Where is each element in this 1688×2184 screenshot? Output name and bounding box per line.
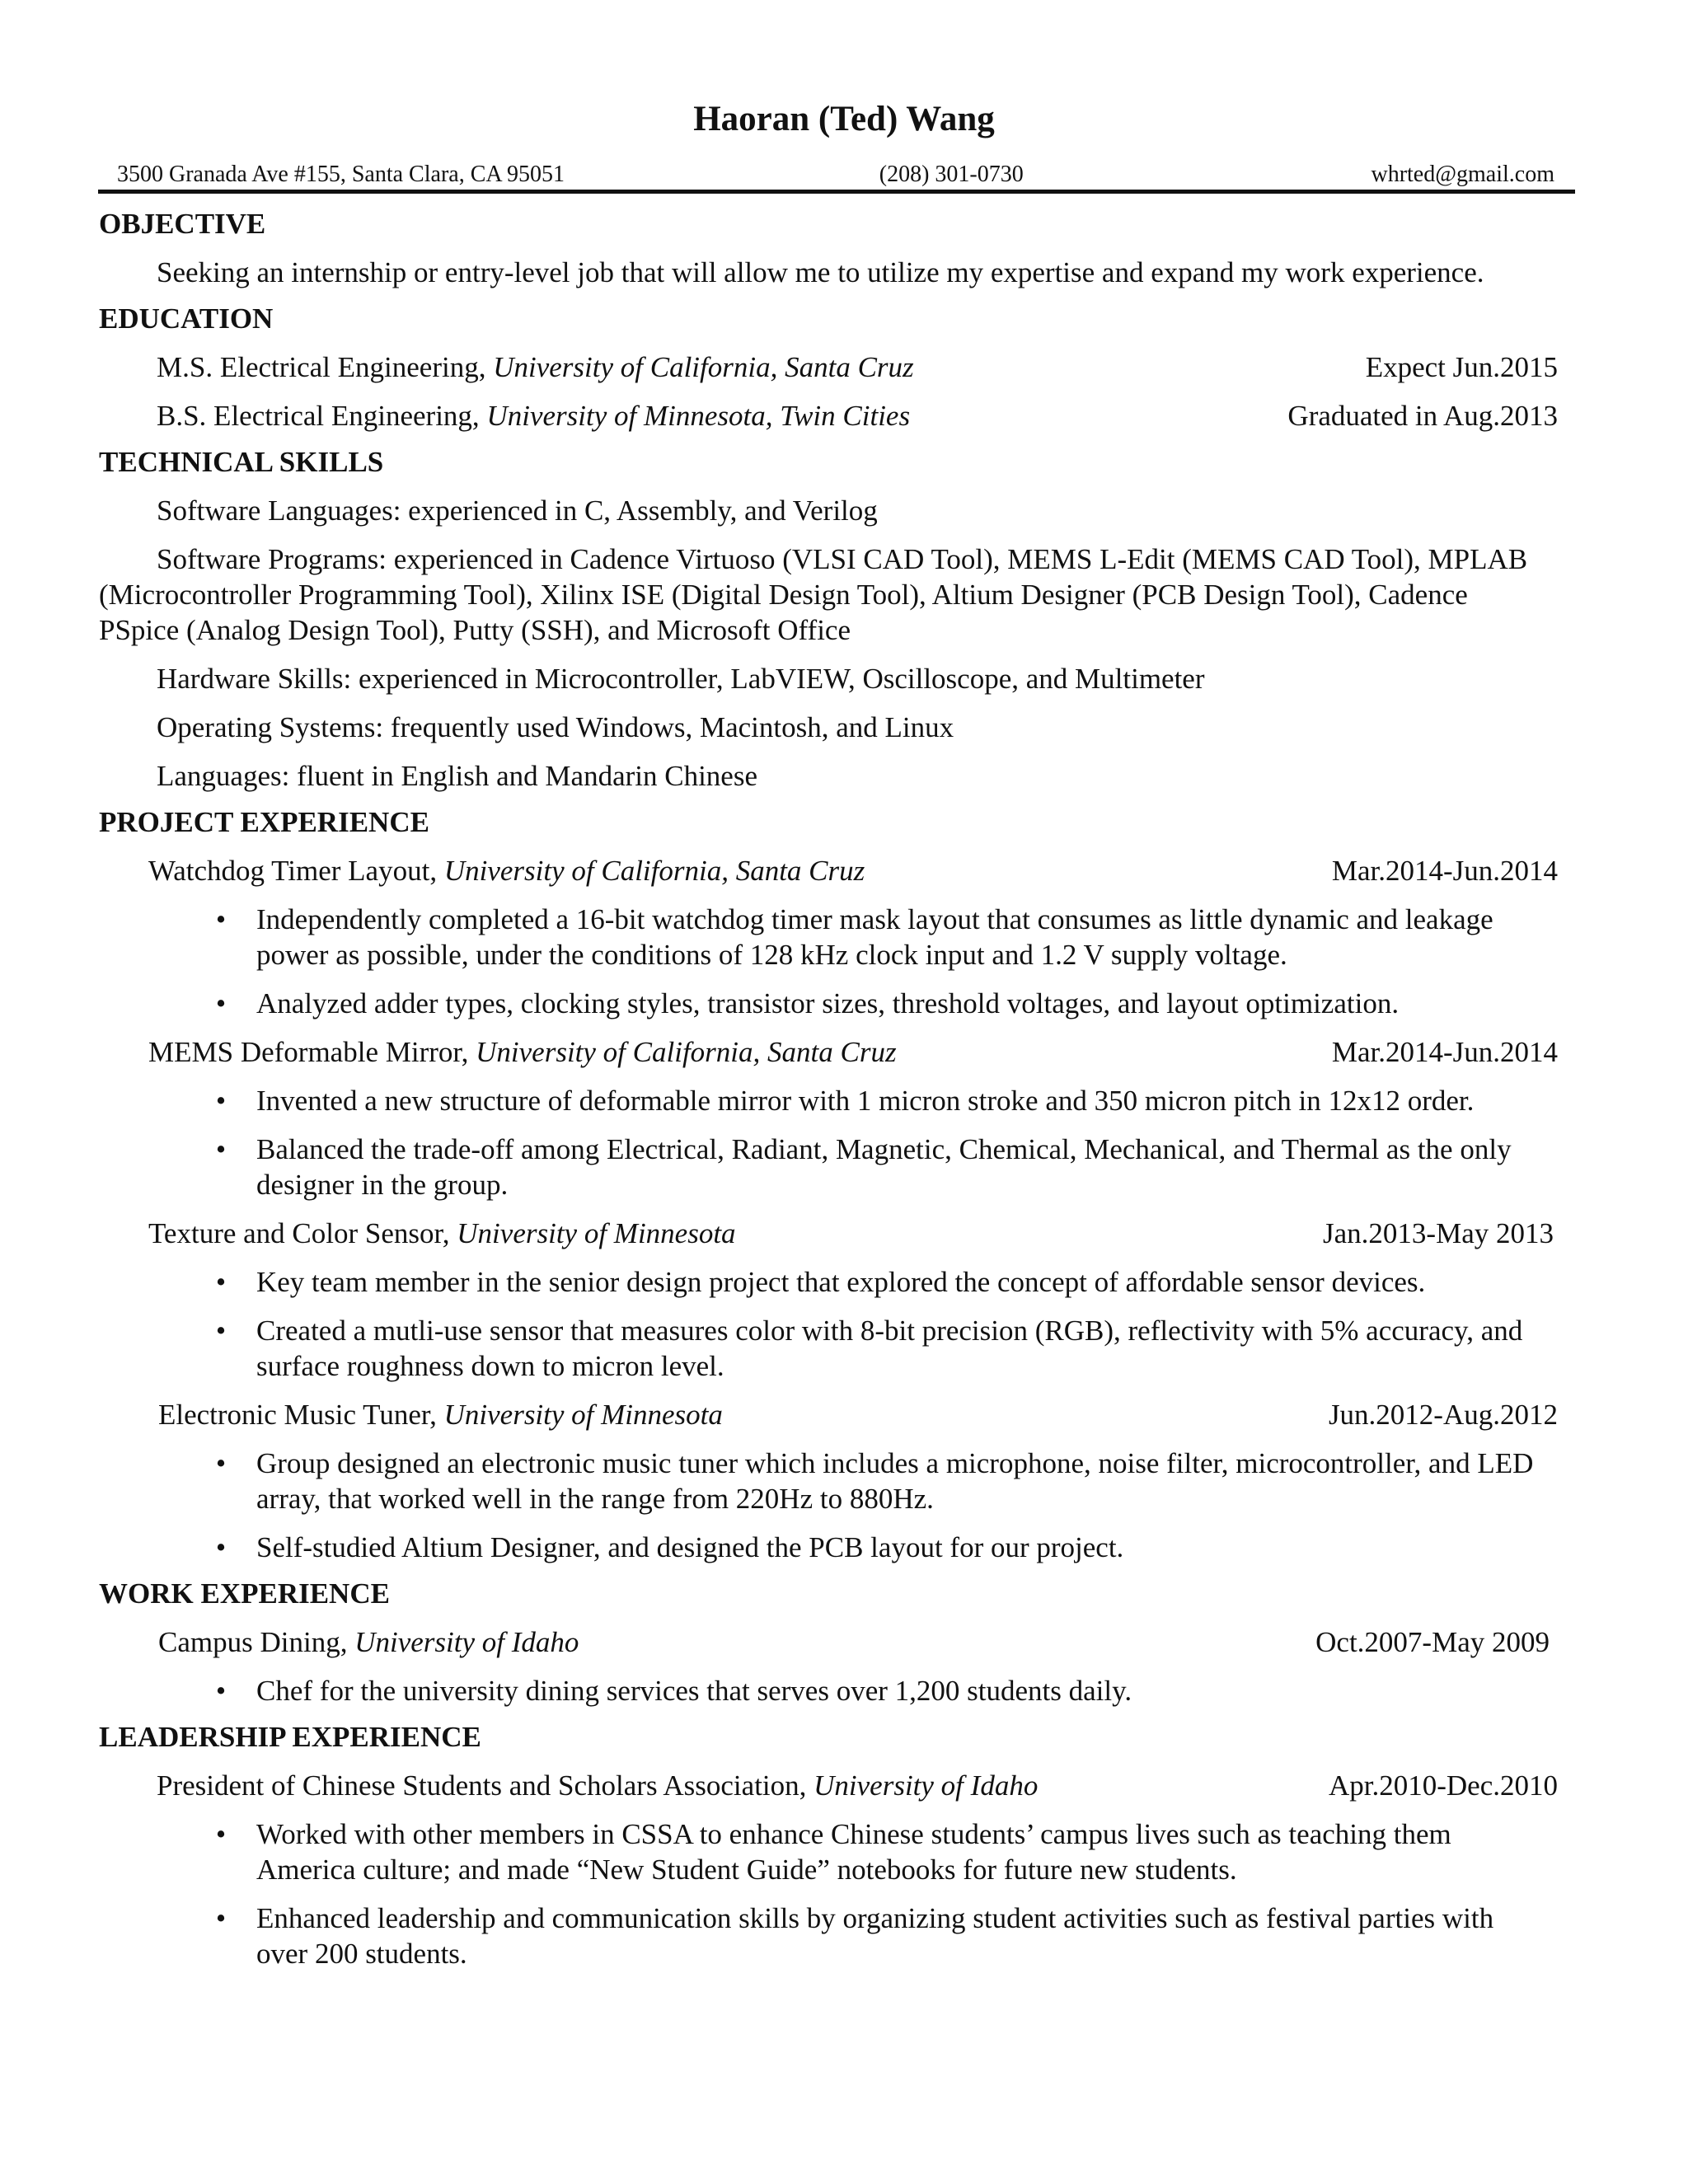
work-org: University of Idaho	[354, 1626, 579, 1658]
bullet-item: • Chef for the university dining services that serves over 1,200 students daily.	[215, 1675, 1132, 1707]
education-date: Graduated in Aug.2013	[1287, 400, 1558, 432]
leadership-heading: LEADERSHIP EXPERIENCE	[99, 1721, 481, 1753]
project-date: Mar.2014-Jun.2014	[1331, 1036, 1558, 1068]
project-title: Watchdog Timer Layout,	[148, 855, 444, 887]
bullet-item: • Analyzed adder types, clocking styles, transistor sizes, threshold voltages, and layout optimization.	[215, 987, 1400, 1019]
work-bullets	[99, 1673, 1582, 1708]
bullet-item: • Enhanced leadership and communication skills by organizing student activities such as festival parties with over 200 students.	[215, 1902, 1494, 1970]
degree: M.S. Electrical Engineering,	[157, 351, 494, 383]
phone: (208) 301-0730	[879, 162, 1024, 187]
project-entry	[99, 1397, 1582, 1432]
education-entry	[99, 398, 1582, 434]
leadership-date: Apr.2010-Dec.2010	[1328, 1769, 1558, 1802]
project-title: Texture and Color Sensor,	[148, 1217, 457, 1249]
objective-heading: OBJECTIVE	[99, 208, 266, 240]
skill-item: Languages: fluent in English and Mandarin Chinese	[157, 760, 758, 792]
project-entry	[99, 1034, 1582, 1070]
bullet-item: • Invented a new structure of deformable mirror with 1 micron stroke and 350 micron pitch in 12x12 order.	[215, 1085, 1475, 1117]
email: whrted@gmail.com	[1371, 162, 1554, 187]
project-date: Jan.2013-May 2013	[1323, 1217, 1554, 1249]
work-entry	[99, 1624, 1582, 1660]
bullet-item: • Created a mutli-use sensor that measures color with 8-bit precision (RGB), reflectivity with 5% accuracy, and surface roughness down to micron level.	[215, 1315, 1523, 1382]
education-date: Expect Jun.2015	[1365, 351, 1558, 383]
address: 3500 Granada Ave #155, Santa Clara, CA 95051	[117, 162, 565, 187]
project-bullets	[99, 1264, 1582, 1384]
projects-heading: PROJECT EXPERIENCE	[99, 806, 429, 838]
project-org: University of Minnesota	[443, 1399, 723, 1431]
project-entry	[99, 1216, 1582, 1251]
project-date: Jun.2012-Aug.2012	[1328, 1399, 1558, 1431]
project-bullets	[99, 1083, 1582, 1202]
project-org: University of California, Santa Cruz	[476, 1036, 897, 1068]
project-bullets	[99, 902, 1582, 1021]
work-title: Campus Dining,	[158, 1626, 355, 1658]
project-title: MEMS Deformable Mirror,	[148, 1036, 476, 1068]
project-date: Mar.2014-Jun.2014	[1331, 855, 1558, 887]
header-divider	[98, 190, 1575, 194]
project-org: University of Minnesota	[457, 1217, 736, 1249]
bullet-item: • Balanced the trade-off among Electrical, Radiant, Magnetic, Chemical, Mechanical, and Thermal as the only designer in the group.	[215, 1133, 1512, 1201]
project-entry	[99, 853, 1582, 888]
leadership-entry	[99, 1768, 1582, 1803]
education-heading: EDUCATION	[99, 302, 274, 335]
bullet-item: • Worked with other members in CSSA to enhance Chinese students’ campus lives such as teaching them America culture; and made “New Student Guide” notebooks for future new students.	[215, 1818, 1451, 1886]
skill-item: Operating Systems: frequently used Windows, Macintosh, and Linux	[157, 711, 954, 743]
degree: B.S. Electrical Engineering,	[157, 400, 487, 432]
school: University of California, Santa Cruz	[493, 351, 914, 383]
skill-item: Hardware Skills: experienced in Microcontroller, LabVIEW, Oscilloscope, and Multimeter	[157, 663, 1205, 695]
skill-item: Software Languages: experienced in C, Assembly, and Verilog	[157, 494, 878, 527]
resume-body	[99, 206, 1582, 1971]
work-heading: WORK EXPERIENCE	[99, 1577, 390, 1610]
leadership-org: University of Idaho	[814, 1769, 1039, 1802]
leadership-bullets	[99, 1816, 1582, 1971]
work-date: Oct.2007-May 2009	[1315, 1626, 1550, 1658]
education-entry	[99, 349, 1582, 385]
skills-heading: TECHNICAL SKILLS	[99, 446, 384, 478]
project-bullets	[99, 1446, 1582, 1565]
contact-line	[117, 161, 1554, 189]
bullet-item: • Key team member in the senior design project that explored the concept of affordable sensor devices.	[215, 1266, 1426, 1298]
project-title: Electronic Music Tuner,	[158, 1399, 444, 1431]
project-org: University of California, Santa Cruz	[443, 855, 865, 887]
bullet-item: • Independently completed a 16-bit watchdog timer mask layout that consumes as little dynamic and leakage power as possible, under the conditions of 128 kHz clock input and 1.2 V supply voltage.	[215, 903, 1493, 971]
bullet-item: • Self-studied Altium Designer, and designed the PCB layout for our project.	[215, 1531, 1124, 1563]
leadership-title: President of Chinese Students and Scholars Association,	[157, 1769, 814, 1802]
objective-text: Seeking an internship or entry-level job that will allow me to utilize my expertise and expand my work experience.	[157, 256, 1484, 288]
bullet-item: • Group designed an electronic music tuner which includes a microphone, noise filter, microcontroller, and LED array, that worked well in the range from 220Hz to 880Hz.	[215, 1447, 1534, 1515]
school: University of Minnesota, Twin Cities	[486, 400, 911, 432]
skill-item: Software Programs: experienced in Cadence Virtuoso (VLSI CAD Tool), MEMS L-Edit (MEMS CAD Tool), MPLAB (Microcontroller Programming Tool), Xilinx ISE (Digital Design Tool), Altium Designer (PCB Design Tool), Cadence PSpice (Analog Design Tool), Putty (SSH), and Microsoft Office	[99, 543, 1528, 646]
candidate-name: Haoran (Ted) Wang	[693, 100, 995, 138]
